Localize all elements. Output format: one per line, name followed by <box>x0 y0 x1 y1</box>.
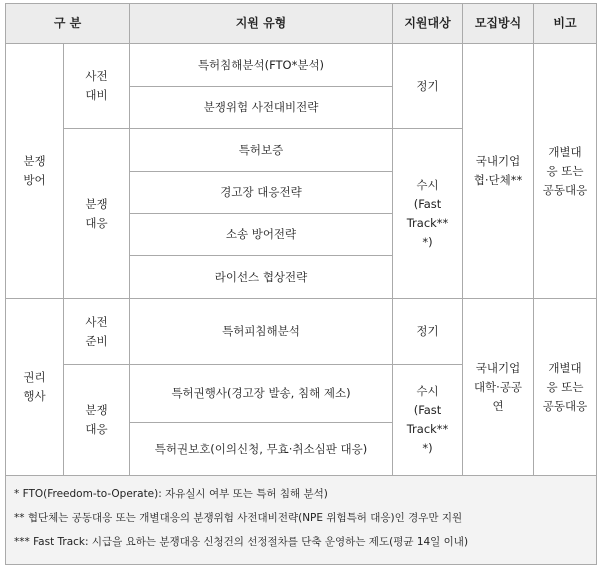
target-cell: 정기 <box>393 44 463 129</box>
header-target: 지원대상 <box>393 4 463 44</box>
footnote-row <box>6 476 597 565</box>
header-recruitment: 모집방식 <box>463 4 534 44</box>
target-cell: 수시 (Fast Track** *) <box>393 129 463 299</box>
subgroup-exercise-response: 분쟁 대응 <box>64 365 130 476</box>
support-table <box>5 3 597 565</box>
footnotes <box>6 476 597 565</box>
header-remarks: 비고 <box>534 4 597 44</box>
support-item: 특허침해분석(FTO*분석) <box>130 44 393 87</box>
table-row <box>6 299 597 365</box>
subgroup-exercise-pre: 사전 준비 <box>64 299 130 365</box>
subgroup-defense-pre: 사전 대비 <box>64 44 130 129</box>
target-cell: 수시 (Fast Track** *) <box>393 365 463 476</box>
header-support-type: 지원 유형 <box>130 4 393 44</box>
support-item: 분쟁위험 사전대비전략 <box>130 87 393 129</box>
header-category: 구 분 <box>6 4 130 44</box>
group-exercise: 권리 행사 <box>6 299 64 476</box>
footnote-association: ** 협단체는 공동대응 또는 개별대응의 분쟁위험 사전대비전략(NPE 위험특허 대응)인 경우만 지원 <box>14 512 463 524</box>
footnote-fast-track: *** Fast Track: 시급을 요하는 분쟁대응 신청건의 선정절차를 단축 운영하는 제도(평균 14일 이내) <box>14 536 469 548</box>
support-item: 특허권보호(이의신청, 무효·취소심판 대응) <box>130 423 393 476</box>
support-item: 라이선스 협상전략 <box>130 256 393 299</box>
support-item: 경고장 대응전략 <box>130 172 393 214</box>
remarks-cell: 개별대 응 또는 공동대응 <box>534 44 597 299</box>
subgroup-defense-response: 분쟁 대응 <box>64 129 130 299</box>
recruitment-cell: 국내기업 협·단체** <box>463 44 534 299</box>
target-cell: 정기 <box>393 299 463 365</box>
table-row <box>6 44 597 87</box>
footnote-fto: * FTO(Freedom-to-Operate): 자유실시 여부 또는 특허 침해 분석) <box>14 488 328 500</box>
group-defense: 분쟁 방어 <box>6 44 64 299</box>
header-row <box>6 4 597 44</box>
support-item: 특허보증 <box>130 129 393 172</box>
recruitment-cell: 국내기업 대학·공공 연 <box>463 299 534 476</box>
support-item: 소송 방어전략 <box>130 214 393 256</box>
support-item: 특허피침해분석 <box>130 299 393 365</box>
remarks-cell: 개별대 응 또는 공동대응 <box>534 299 597 476</box>
support-item: 특허권행사(경고장 발송, 침해 제소) <box>130 365 393 423</box>
